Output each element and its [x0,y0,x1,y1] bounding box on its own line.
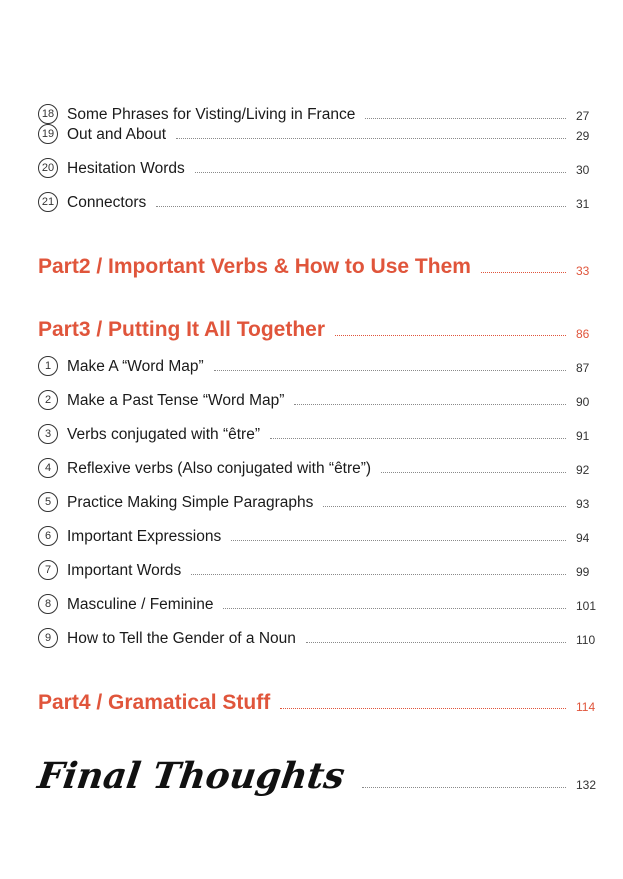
part-title: Part3 / Putting It All Together [38,318,326,341]
toc-item-title: Important Words [67,562,182,579]
toc-item-title: How to Tell the Gender of a Noun [67,630,296,647]
toc-item-title: Masculine / Feminine [67,596,214,613]
page-number: 27 [576,109,590,123]
dot-leader [294,404,566,405]
page-number: 33 [576,264,590,278]
toc-item-title: Connectors [67,194,147,211]
toc-item-title: Some Phrases for Visting/Living in France [67,106,356,123]
toc-item-9[interactable] [38,628,598,649]
dot-leader [231,540,566,541]
page-number: 86 [576,327,590,341]
page-number: 29 [576,129,590,143]
page-number: 94 [576,531,590,545]
toc-item-title: Hesitation Words [67,160,185,177]
dot-leader [381,472,566,473]
page-number: 93 [576,497,590,511]
dot-leader [195,172,566,173]
toc-item-8[interactable] [38,594,598,615]
toc-part-3[interactable] [38,317,598,343]
dot-leader [362,787,566,788]
toc-item-20[interactable] [38,158,598,179]
circled-number: 4 [38,458,58,478]
circled-number: 7 [38,560,58,580]
dot-leader [323,506,566,507]
circled-number: 20 [38,158,58,178]
toc-item-title: Practice Making Simple Paragraphs [67,494,314,511]
circled-number: 3 [38,424,58,444]
dot-leader [270,438,566,439]
toc-item-7[interactable] [38,560,598,581]
dot-leader [335,335,566,336]
toc-final-thoughts[interactable] [35,754,598,798]
toc-item-18[interactable] [38,104,598,125]
page-number: 31 [576,197,590,211]
final-thoughts-title: Final Thoughts [35,755,348,797]
dot-leader [481,272,566,273]
toc-item-6[interactable] [38,526,598,547]
toc-part-4[interactable] [38,690,598,716]
circled-number: 2 [38,390,58,410]
dot-leader [223,608,566,609]
page-number: 101 [576,599,597,613]
page-number: 114 [576,700,596,714]
circled-number: 6 [38,526,58,546]
dot-leader [280,708,566,709]
toc-item-4[interactable] [38,458,598,479]
page-number: 90 [576,395,590,409]
toc-item-title: Make a Past Tense “Word Map” [67,392,285,409]
page-number: 92 [576,463,590,477]
page-number: 110 [576,633,596,647]
toc-item-title: Reflexive verbs (Also conjugated with “être”) [67,460,372,477]
dot-leader [214,370,566,371]
toc-item-title: Important Expressions [67,528,222,545]
circled-number: 9 [38,628,58,648]
circled-number: 19 [38,124,58,144]
page-number: 91 [576,429,590,443]
toc-item-2[interactable] [38,390,598,411]
circled-number: 18 [38,104,58,124]
toc-item-3[interactable] [38,424,598,445]
page-number: 87 [576,361,590,375]
circled-number: 8 [38,594,58,614]
dot-leader [306,642,566,643]
toc-item-5[interactable] [38,492,598,513]
toc-item-1[interactable] [38,356,598,377]
page-number: 99 [576,565,590,579]
toc-item-21[interactable] [38,192,598,213]
toc-part-2[interactable] [38,254,598,280]
dot-leader [156,206,566,207]
toc-item-title: Verbs conjugated with “être” [67,426,260,443]
part-title: Part4 / Gramatical Stuff [38,691,271,714]
circled-number: 5 [38,492,58,512]
circled-number: 1 [38,356,58,376]
dot-leader [365,118,566,119]
dot-leader [176,138,566,139]
toc-item-19[interactable] [38,124,598,145]
toc-item-title: Out and About [67,126,167,143]
dot-leader [191,574,566,575]
page-number: 132 [576,778,597,792]
toc-item-title: Make A “Word Map” [67,358,204,375]
page-number: 30 [576,163,590,177]
circled-number: 21 [38,192,58,212]
part-title: Part2 / Important Verbs & How to Use Them [38,255,471,278]
